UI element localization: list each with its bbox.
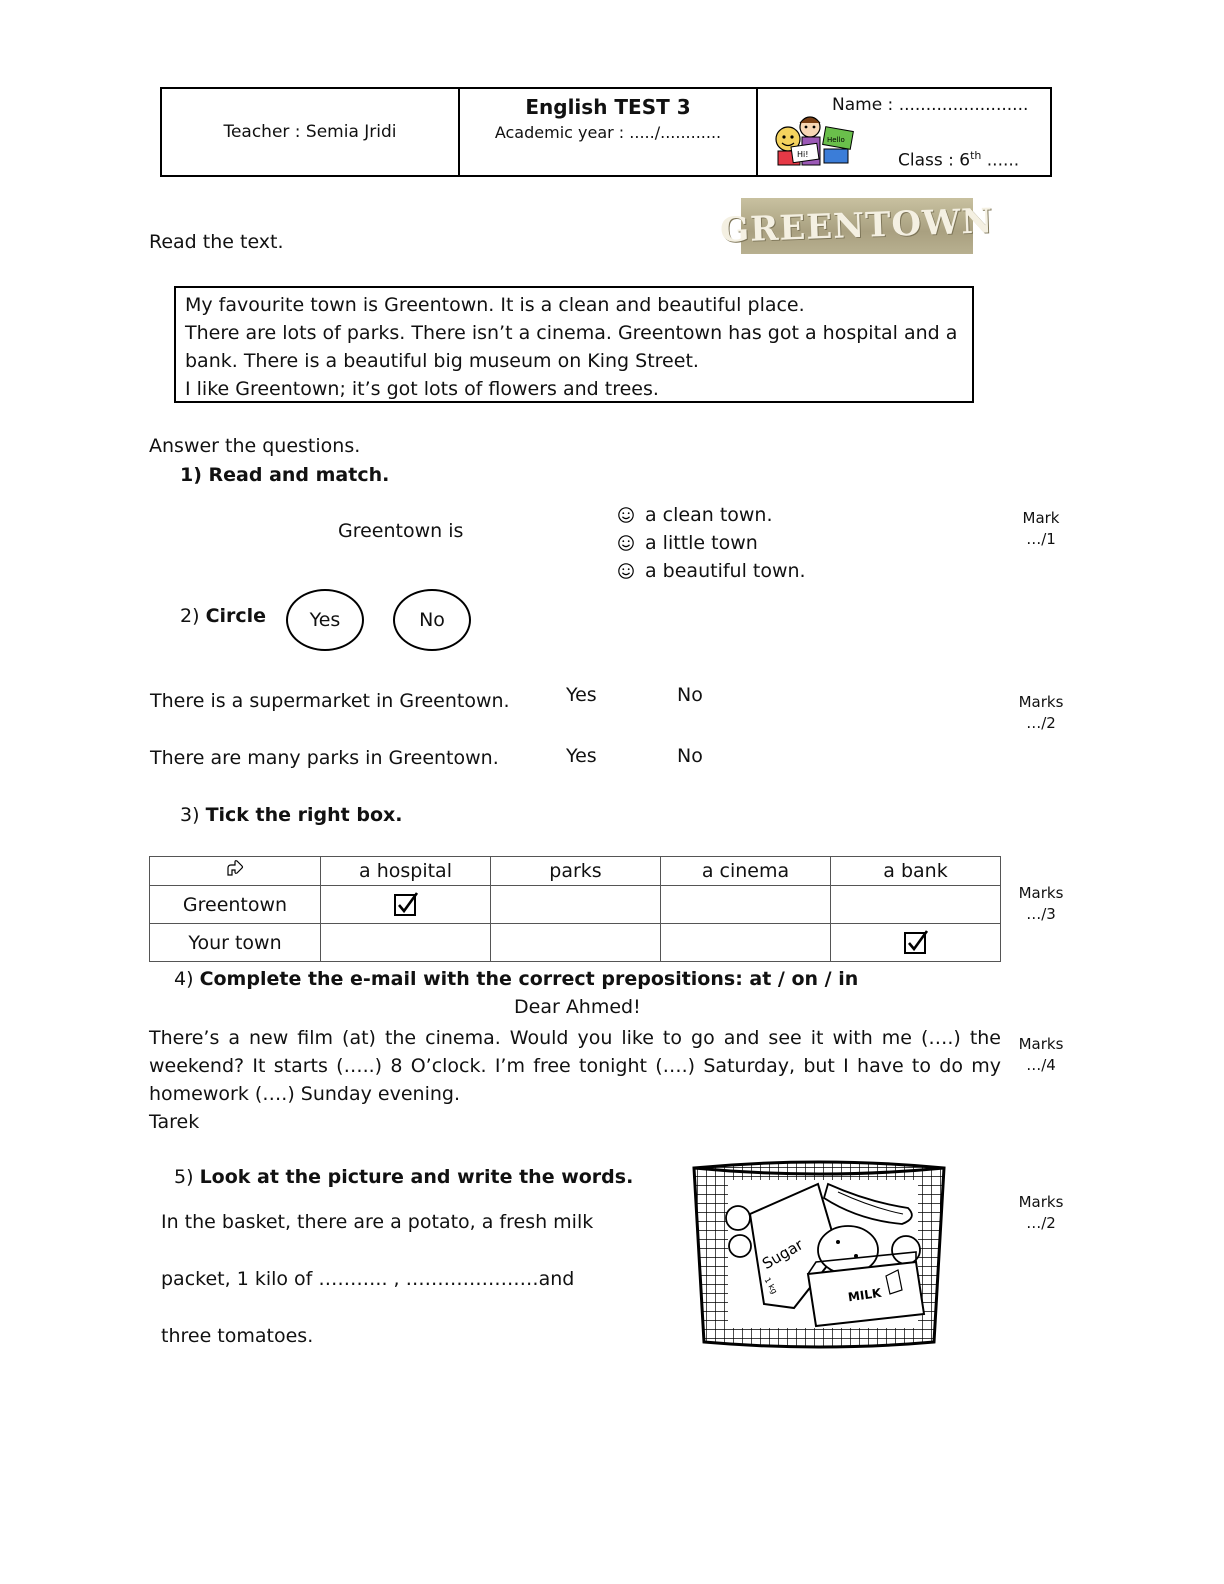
column-header: a hospital (321, 857, 491, 886)
class-field[interactable]: Class : 6th ...... (898, 149, 1020, 171)
answer-instruction: Answer the questions. (149, 435, 361, 457)
q2-yes-option[interactable]: Yes (566, 684, 597, 706)
tick-cell[interactable] (661, 924, 831, 962)
column-header: a cinema (661, 857, 831, 886)
table-corner (150, 857, 321, 886)
email-body-block (149, 1024, 1001, 1136)
email-greeting: Dear Ahmed! (514, 996, 641, 1018)
q1-mark: Mark …/1 (1022, 509, 1060, 548)
q2-no-option[interactable]: No (677, 684, 703, 706)
bubble-hi: Hi! (797, 150, 809, 159)
title-cell (460, 89, 758, 175)
q2-no-option[interactable]: No (677, 745, 703, 767)
tick-cell[interactable] (321, 924, 491, 962)
q5-mark: Marks …/2 (1018, 1193, 1064, 1232)
tick-table (149, 856, 1001, 962)
q4-mark: Marks …/4 (1018, 1035, 1064, 1074)
tick-cell[interactable] (321, 886, 491, 924)
text-line: My favourite town is Greentown. It is a clean and beautiful place. (185, 294, 805, 316)
q2-mark: Marks …/2 (1018, 693, 1064, 732)
tick-cell[interactable] (491, 924, 661, 962)
q3-title: 3) Tick the right box. (180, 804, 403, 826)
table-row (150, 924, 1001, 962)
q1-option[interactable]: a beautiful town. (617, 557, 806, 585)
smiley-icon (617, 506, 635, 524)
q1-options (617, 501, 806, 585)
name-field[interactable]: Name : ........................ (832, 95, 1029, 115)
q2-oval-yes: Yes (286, 589, 364, 651)
q2-sentence: There is a supermarket in Greentown. (150, 690, 510, 712)
read-instruction: Read the text. (149, 231, 284, 253)
sugar-weight-label: 1 kg (762, 1276, 780, 1296)
q2-yes-option[interactable]: Yes (566, 745, 597, 767)
test-title: English TEST 3 (525, 95, 691, 119)
checkbox-checked-icon (393, 892, 419, 918)
email-signature: Tarek (149, 1111, 200, 1133)
q1-option[interactable]: a clean town. (617, 501, 806, 529)
q1-title: 1) Read and match. (180, 464, 390, 486)
row-label: Greentown (150, 886, 321, 924)
email-body: There’s a new film (at) the cinema. Would you like to go and see it with me (….) the weekend? It starts (…..) 8 O’clock. I’m free tonight (….) Saturday, but I have to do my homework (….) Sunday evening. (149, 1027, 1001, 1105)
banner-text: GREENTOWN (719, 201, 995, 251)
sugar-label: Sugar (759, 1235, 807, 1273)
row-label: Your town (150, 924, 321, 962)
checkbox-checked-icon (903, 930, 929, 956)
q5-line: In the basket, there are a potato, a fresh milk (161, 1211, 594, 1233)
tick-cell[interactable] (661, 886, 831, 924)
smiley-icon (617, 562, 635, 580)
greentown-banner (719, 198, 995, 254)
shopping-basket-image (688, 1158, 950, 1352)
tick-cell[interactable] (491, 886, 661, 924)
student-cell (758, 89, 1050, 175)
tick-cell[interactable] (831, 886, 1001, 924)
milk-label: MILK (847, 1285, 883, 1305)
q4-title: 4) Complete the e-mail with the correct prepositions: at / on / in (174, 968, 859, 990)
column-header: parks (491, 857, 661, 886)
q2-oval-no: No (393, 589, 471, 651)
bubble-hello: Hello (827, 136, 845, 144)
q2-title: 2) Circle (180, 605, 267, 627)
kids-clipart-icon (766, 111, 862, 171)
q1-stem: Greentown is (338, 520, 464, 542)
q5-line[interactable]: packet, 1 kilo of ……….. , …………………and (161, 1268, 575, 1290)
text-line: I like Greentown; it’s got lots of flowers and trees. (185, 378, 659, 400)
smiley-icon (617, 534, 635, 552)
academic-year: Academic year : ...../............ (494, 123, 722, 142)
q3-mark: Marks …/3 (1018, 884, 1064, 923)
reading-text-box (174, 286, 974, 403)
text-line: bank. There is a beautiful big museum on King Street. (185, 350, 699, 372)
q5-title: 5) Look at the picture and write the words. (174, 1166, 634, 1188)
text-line: There are lots of parks. There isn’t a cinema. Greentown has got a hospital and a (185, 322, 958, 344)
column-header: a bank (831, 857, 1001, 886)
pointing-hand-icon (225, 860, 245, 878)
teacher-cell (162, 89, 460, 175)
q2-sentence: There are many parks in Greentown. (150, 747, 499, 769)
header-box (160, 87, 1052, 177)
q1-option[interactable]: a little town (617, 529, 806, 557)
q5-line: three tomatoes. (161, 1325, 314, 1347)
tick-cell[interactable] (831, 924, 1001, 962)
teacher-name: Teacher : Semia Jridi (223, 122, 397, 142)
table-row (150, 886, 1001, 924)
